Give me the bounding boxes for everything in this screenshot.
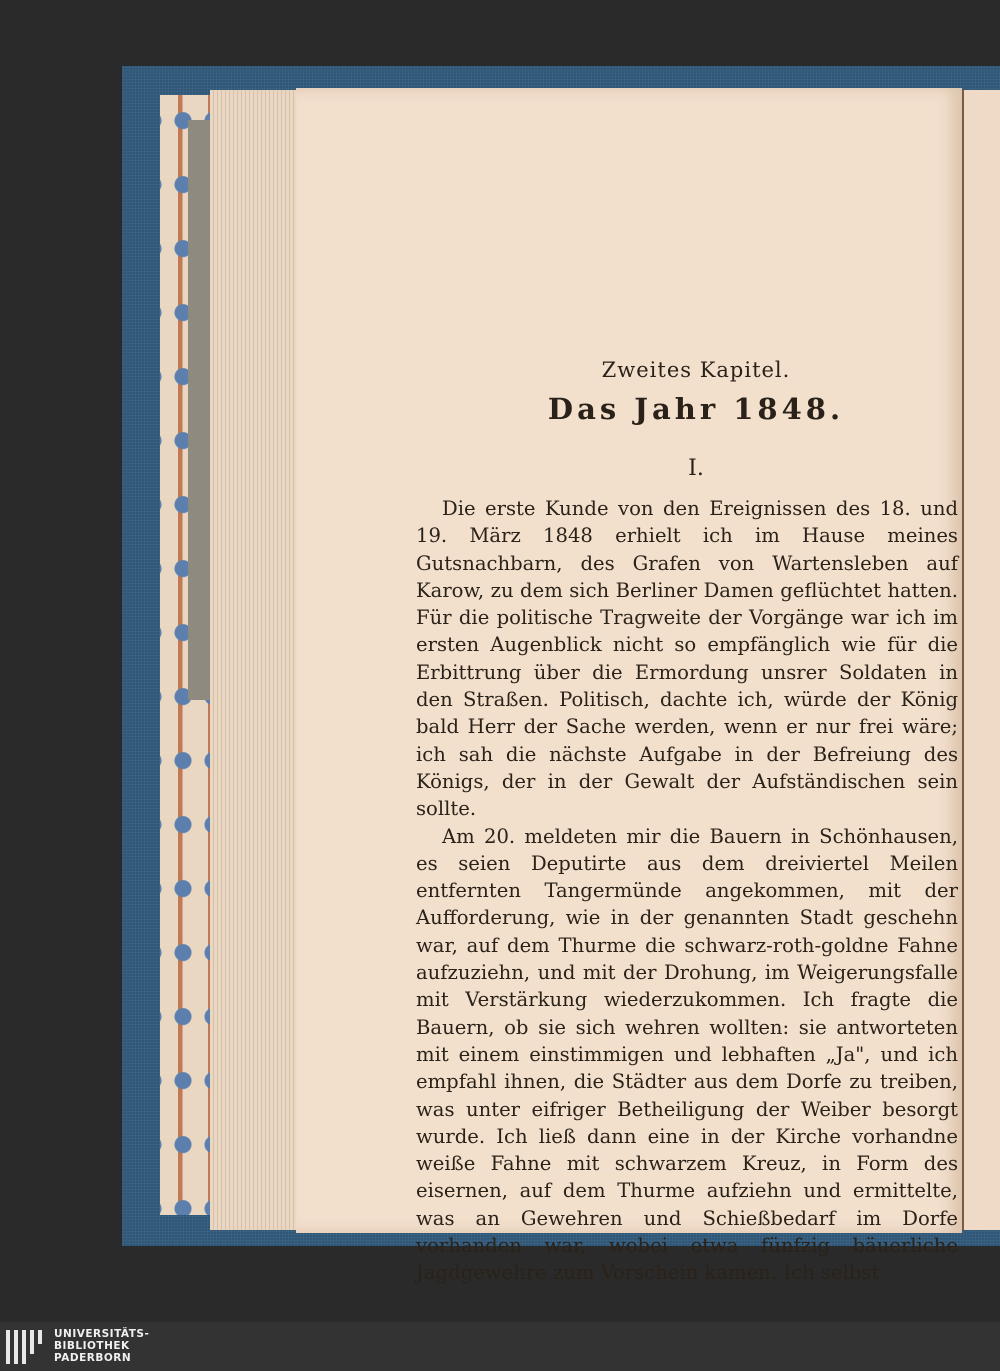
flyleaf-strip [188,120,210,700]
library-logo-text [54,1328,149,1364]
paragraph: Die erste Kunde von den Ereignissen des 18. und 19. März 1848 erhielt ich im Hause meines Gutsnachbarn, des Grafen von Wartensleben auf Karow, zu dem sich Berliner Damen geflüchtet hatten. Für die politische Tragweite der Vorgänge war ich im ersten Augenblick nicht so empfänglich wie für die Erbittrung über die Ermordung unsrer Soldaten in den Straßen. Politisch, dachte ich, würde der König bald Herr der Sache werden, wenn er nur frei wäre; ich sah die nächste Aufgabe in der Befreiung des Königs, der in der Gewalt der Aufständischen sein sollte. [416,497,958,821]
book-page [296,88,962,1285]
logo-line: BIBLIOTHEK [54,1340,130,1352]
logo-line: PADERBORN [54,1352,132,1364]
chapter-heading: Zweites Kapitel. [601,358,791,382]
section-number: I. [688,456,704,481]
facing-page-edge [962,90,1000,1230]
library-logo-icon [6,1330,42,1364]
chapter-title: Das Jahr 1848. [547,392,845,426]
page-content [416,358,958,1287]
page-edges [210,90,300,1230]
paragraph: Am 20. meldeten mir die Bauern in Schönhausen, es seien Deputirte aus dem dreiviertel Meilen entfernten Tangermünde angekommen, mit der Aufforderung, wie in der genannten Stadt geschehn war, auf dem Thurme die schwarz-roth-goldne Fahne aufzuziehn, und mit der Drohung, im Weigerungsfalle mit Verstärkung wiederzukommen. Ich fragte die Bauern, ob sie sich wehren wollten: sie antworteten mit einem einstimmigen und lebhaften „Ja", und ich empfahl ihnen, die Städter aus dem Dorfe zu treiben, was unter eifriger Betheiligung der Weiber besorgt wurde. Ich ließ dann eine in der Kirche vorhandne weiße Fahne mit schwarzem Kreuz, in Form des eisernen, auf dem Thurme aufziehn und ermittelte, was an Gewehren und Schießbedarf im Dorfe vorhanden war, wobei etwa fünfzig bäuerliche Jagdgewehre zum Vorschein kamen. Ich selbst [416,824,958,1285]
library-footer [0,1322,1000,1371]
logo-line: UNIVERSITÄTS- [54,1328,150,1340]
